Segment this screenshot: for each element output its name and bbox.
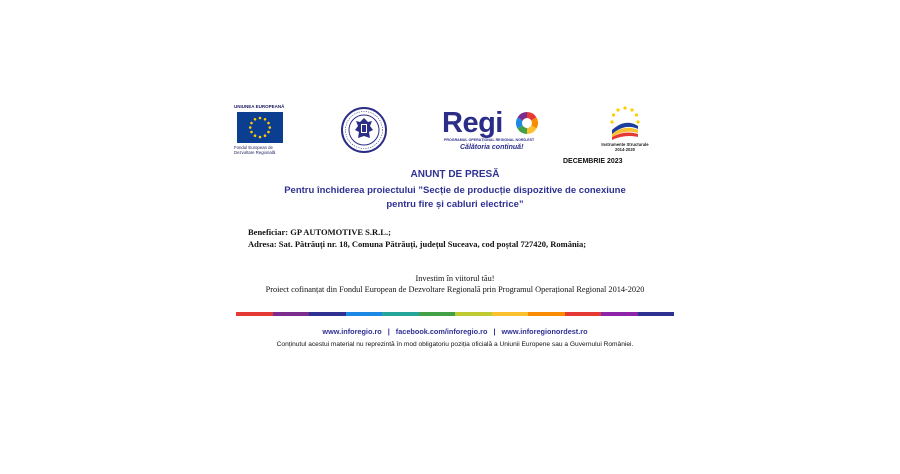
color-bar-segment [419,312,456,316]
color-bar-segment [346,312,383,316]
eu-caption-top: UNIUNEA EUROPEANĂ [234,104,285,109]
press-heading [235,168,675,212]
instrumente-caption-line2: 2014-2020 [614,147,636,152]
color-bar-segment [528,312,565,316]
regio-subline: PROGRAMUL OPERAȚIONAL REGIONAL NORD-EST [444,138,535,142]
press-subtitle-line2: pentru fire și cabluri electrice” [386,199,524,210]
eu-caption-bottom-line2: Dezvoltare Regională [234,150,276,155]
link-inforegio[interactable]: www.inforegio.ro [322,327,382,336]
color-bar-segment [382,312,419,316]
eu-logo [234,104,296,156]
link-separator: | [493,327,496,336]
link-facebook-inforegio[interactable]: facebook.com/inforegio.ro [395,327,488,336]
invest-block [235,274,675,295]
instrumente-structurale-icon [598,104,652,142]
beneficiary-address: Adresa: Sat. Pătrăuți nr. 18, Comuna Pătrăuți, județul Suceava, cod poștal 727420, România; [248,238,587,249]
guvernul-romaniei-seal-icon [340,106,388,154]
eu-flag-icon [237,112,283,143]
press-subtitle [235,184,675,212]
regio-logo [442,108,542,156]
invest-slogan: Investim în viitorul tău! [415,274,495,283]
press-title: ANUNȚ DE PRESĂ [410,169,500,180]
eu-caption-bottom-line1: Fondul European de [234,145,273,150]
color-bar-segment [638,312,675,316]
color-bar-segment [309,312,346,316]
eu-disclaimer: Conținutul acestui material nu reprezintă în mod obligatoriu poziția oficială a Uniunii Europene sau a Guvernului României. [276,341,634,348]
eu-caption-bottom [234,145,296,155]
footer-color-bar [236,312,674,316]
regio-color-wheel-icon [516,112,538,139]
color-bar-segment [492,312,529,316]
footer-links [235,327,675,336]
color-bar-segment [236,312,273,316]
link-inforegionordest[interactable]: www.inforegionordest.ro [501,327,588,336]
instrumente-caption-line1: Instrumente Structurale [601,142,649,147]
regio-slogan: Călătoria continuă! [460,144,524,151]
beneficiary-block [248,227,586,250]
release-date: DECEMBRIE 2023 [563,158,623,165]
color-bar-segment [565,312,602,316]
beneficiary-name: Beneficiar: GP AUTOMOTIVE S.R.L.; [248,227,391,237]
color-bar-segment [455,312,492,316]
instrumente-caption [598,142,652,152]
press-subtitle-line1: Pentru închiderea proiectului ”Secție de producție dispozitive de conexiune [284,185,626,196]
instrumente-structurale-logo [598,104,652,158]
regio-wordmark: Regi [442,107,503,139]
color-bar-segment [273,312,310,316]
link-separator: | [387,327,390,336]
color-bar-segment [601,312,638,316]
cofinancing-statement: Proiect cofinanțat din Fondul European de Dezvoltare Regională prin Programul Operațional Regional 2014-2020 [265,284,645,294]
